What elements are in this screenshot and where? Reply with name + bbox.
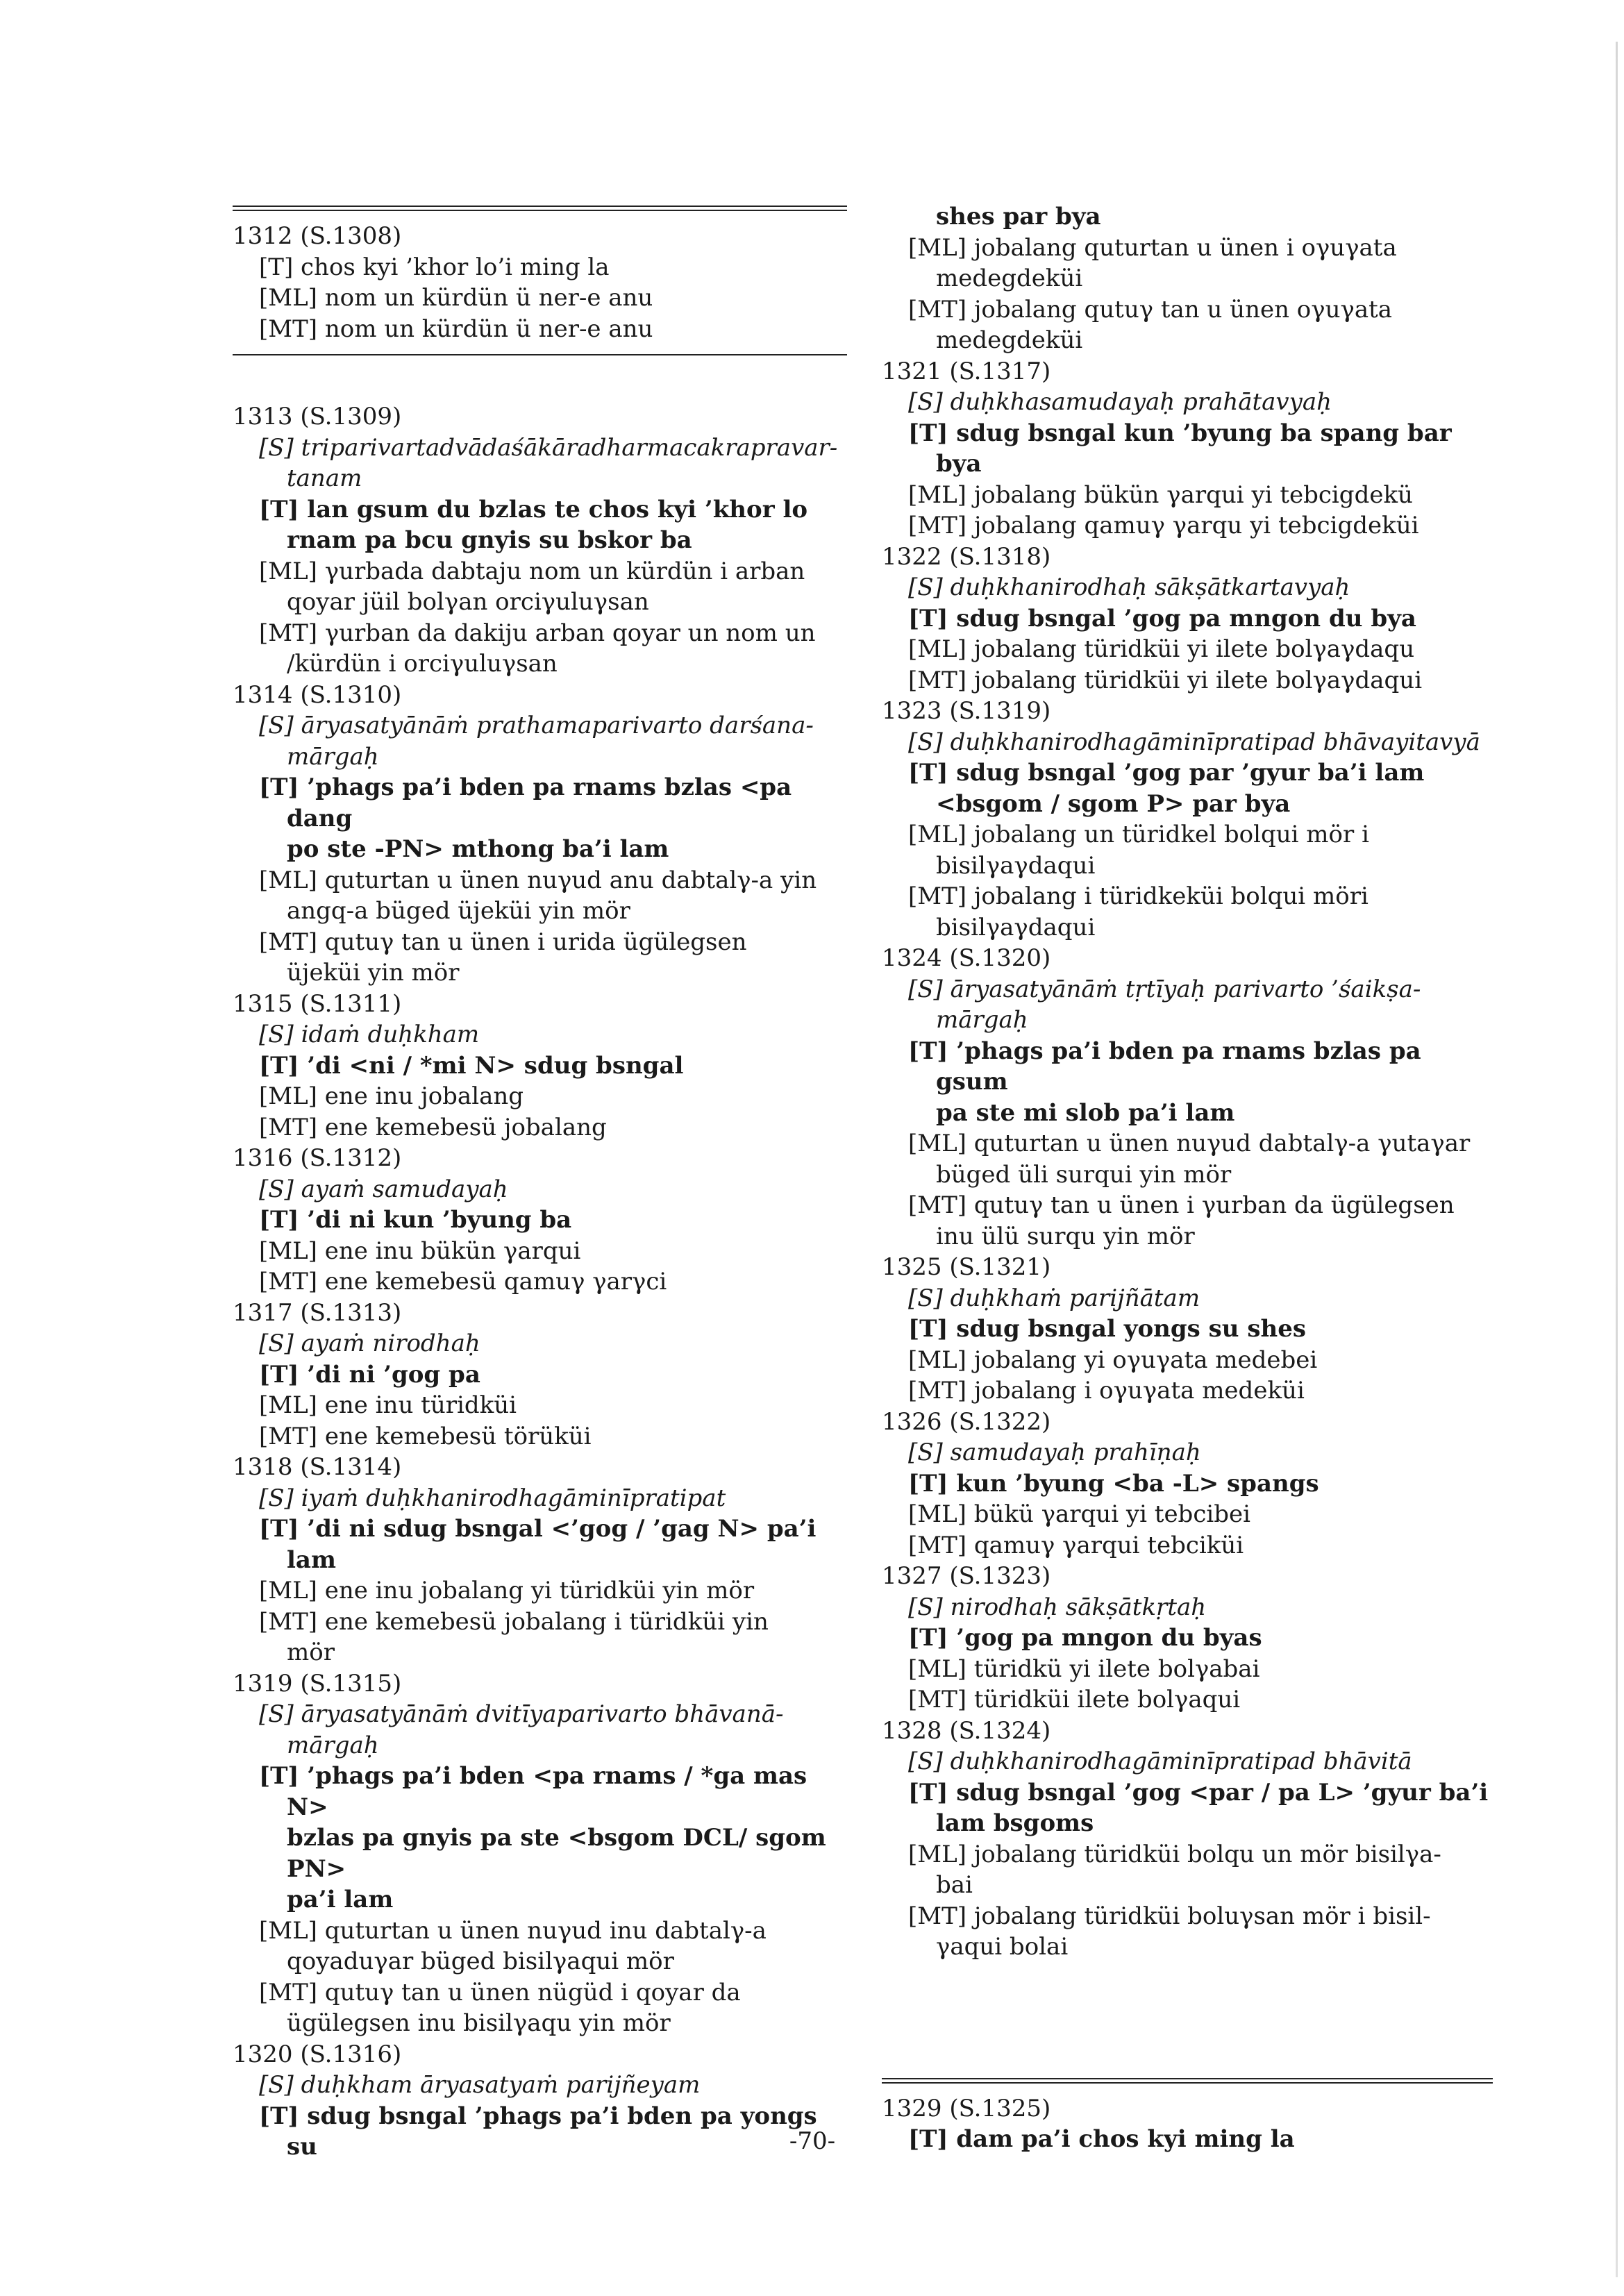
- entry-1314: [233, 680, 847, 989]
- tibetan-line: [T] ’phags pa’i bden pa rnams bzlas pa gsum: [908, 1037, 1421, 1096]
- entry-1315: [233, 989, 847, 1143]
- sanskrit-line: [S] duḥkhasamudayaḥ prahātavyaḥ: [908, 388, 1332, 416]
- ml-line: [ML] jobalang un türidkel bolqui mör i: [908, 821, 1369, 848]
- entry-heading: 1315 (S.1311): [233, 989, 402, 1018]
- entry-heading: 1326 (S.1322): [882, 1407, 1051, 1436]
- tibetan-line: [T] sdug bsngal ’gog <par / pa L> ’gyur ba’i: [908, 1778, 1489, 1807]
- page-number: -70-: [789, 2127, 836, 2155]
- ml-line: [ML] ene inu bükün γarqui: [259, 1237, 581, 1265]
- sanskrit-line: [S] duḥkhanirodhagāminīpratipad bhāvitā: [908, 1748, 1412, 1775]
- tibetan-line-cont: pa ste mi slob pa’i lam: [936, 1098, 1235, 1127]
- tibetan-line: [T] ’di ni kun ’byung ba: [259, 1206, 572, 1234]
- tibetan-line: [T] ’phags pa’i bden <pa rnams / *ga mas N>: [259, 1762, 807, 1821]
- mt-line: [MT] türidküi ilete bolγaqui: [908, 1686, 1241, 1713]
- mt-line: [MT] qamuγ γarqui tebciküi: [908, 1531, 1244, 1559]
- entry-heading: 1322 (S.1318): [882, 542, 1051, 571]
- sanskrit-line: [S] duḥkhanirodhaḥ sākṣātkartavyaḥ: [908, 573, 1350, 601]
- tibetan-line: [T] dam pa’i chos kyi ming la: [908, 2125, 1295, 2153]
- ml-line: [ML] ene inu jobalang yi türidküi yin mör: [259, 1577, 755, 1604]
- mt-line: [MT] jobalang türidküi boluγsan mör i bisil-: [908, 1902, 1431, 1930]
- mt-line: [MT] qutuγ tan u ünen i γurban da ügülegsen: [908, 1191, 1455, 1219]
- entry-1327: [882, 1561, 1493, 1716]
- entry-1313: [233, 401, 847, 680]
- tibetan-line: [T] kun ’byung <ba -L> spangs: [908, 1469, 1319, 1498]
- ml-line: [ML] quturtan u ünen nuγud dabtalγ-a γutaγar: [908, 1130, 1471, 1157]
- sanskrit-line: [S] idaṁ duḥkham: [259, 1021, 480, 1048]
- mt-line-cont: üjeküi yin mör: [287, 959, 460, 987]
- mt-line-cont: γaqui bolai: [936, 1933, 1069, 1961]
- sanskrit-line: [S] nirodhaḥ sākṣātkṛtaḥ: [908, 1593, 1207, 1621]
- entry-heading: 1319 (S.1315): [233, 1669, 402, 1698]
- entry-1320: [233, 2039, 847, 2163]
- ml-line: [ML] quturtan u ünen nuγud inu dabtalγ-a: [259, 1916, 767, 1945]
- mt-line-cont: inu ülü surqu yin mör: [936, 1222, 1195, 1250]
- sanskrit-line-cont: tanam: [287, 464, 362, 492]
- tibetan-line-cont: rnam pa bcu gnyis su bskor ba: [287, 526, 692, 554]
- tibetan-line: [T] ’phags pa’i bden pa rnams bzlas <pa dang: [259, 773, 792, 832]
- ml-line-cont: qoyaduγar büged bisilγaqui mör: [287, 1947, 674, 1975]
- sanskrit-line: [S] duḥkhanirodhagāminīpratipad bhāvayitavyā: [908, 728, 1480, 756]
- sanskrit-line: [S] āryasatyānāṁ dvitīyaparivarto bhāvanā-: [259, 1700, 784, 1728]
- entry-heading: 1323 (S.1319): [882, 697, 1051, 725]
- tibetan-line: [T] sdug bsngal ’gog pa mngon du bya: [908, 604, 1416, 632]
- ml-line-cont: qoyar jüil bolγan orciγuluγsan: [287, 588, 649, 616]
- entry-1319: [233, 1668, 847, 2039]
- sanskrit-line: [S] āryasatyānāṁ prathamaparivarto darśana-: [259, 712, 814, 739]
- tibetan-line-cont: po ste -PN> mthong ba’i lam: [287, 835, 669, 863]
- double-rule: [233, 206, 847, 211]
- tibetan-line: [T] lan gsum du bzlas te chos kyi ’khor lo: [259, 495, 808, 523]
- tibetan-line-cont: bzlas pa gnyis pa ste <bsgom DCL/ sgom PN>: [287, 1824, 826, 1883]
- sanskrit-line: [S] ayaṁ nirodhaḥ: [259, 1330, 480, 1357]
- sanskrit-line: [S] duḥkhaṁ parijñātam: [908, 1284, 1200, 1312]
- entry-heading: 1320 (S.1316): [233, 2040, 402, 2068]
- entry-heading: 1313 (S.1309): [233, 403, 402, 430]
- entry-1312: [233, 221, 847, 344]
- tibetan-line: [T] sdug bsngal ’phags pa’i bden pa yongs su: [259, 2102, 817, 2161]
- entry-heading: 1324 (S.1320): [882, 944, 1051, 972]
- ml-line-cont: bisilγaγdaqui: [936, 851, 1096, 880]
- entry-heading: 1327 (S.1323): [882, 1562, 1051, 1590]
- entry-heading: 1312 (S.1308): [233, 222, 402, 250]
- mt-line-cont: ügülegsen inu bisilγaqu yin mör: [287, 2009, 671, 2037]
- mt-line: [MT] jobalang i oγuγata medeküi: [908, 1377, 1305, 1405]
- entry-heading: 1314 (S.1310): [233, 680, 402, 709]
- mt-line: [MT] qutuγ tan u ünen nügüd i qoyar da: [259, 1978, 741, 2006]
- double-rule: [882, 2078, 1493, 2084]
- ml-line: [ML] ene inu jobalang: [259, 1082, 524, 1110]
- ml-line: [ML] bükü γarqui yi tebcibei: [908, 1500, 1250, 1528]
- tibetan-line-cont: lam bsgoms: [936, 1809, 1094, 1837]
- mt-line: [MT] γurban da dakiju arban qoyar un nom un: [259, 619, 816, 647]
- entry-1326: [882, 1407, 1493, 1561]
- scan-edge-mark: [1616, 42, 1618, 2277]
- sanskrit-line: [S] triparivartadvādaśākāradharmacakrapravar-: [259, 433, 838, 462]
- ml-line-cont: angq-a büged üjeküi yin mör: [287, 897, 630, 925]
- mt-line-cont: mör: [287, 1639, 335, 1666]
- entry-1323: [882, 696, 1493, 943]
- ml-line: [ML] türidkü yi ilete bolγabai: [908, 1654, 1260, 1683]
- left-column: [233, 201, 847, 2163]
- tibetan-line: [T] ’di <ni / *mi N> sdug bsngal: [259, 1051, 684, 1080]
- sanskrit-line: [S] ayaṁ samudayaḥ: [259, 1175, 508, 1203]
- tibetan-line: [T] ’di ni ’gog pa: [259, 1360, 480, 1389]
- tibetan-line: [T] sdug bsngal kun ’byung ba spang bar bya: [908, 419, 1452, 478]
- entry-heading: 1317 (S.1313): [233, 1298, 402, 1327]
- ml-line: [ML] ene inu türidküi: [259, 1391, 517, 1419]
- mt-line: [MT] nom un kürdün ü ner-e anu: [259, 315, 653, 343]
- sanskrit-line: [S] duḥkham āryasatyaṁ parijñeyam: [259, 2071, 701, 2099]
- entry-heading: 1318 (S.1314): [233, 1453, 402, 1481]
- mt-line: [MT] ene kemebesü jobalang: [259, 1113, 607, 1141]
- entry-heading: 1325 (S.1321): [882, 1253, 1051, 1281]
- mt-line-cont: bisilγaγdaqui: [936, 913, 1096, 941]
- sanskrit-line: [S] iyaṁ duḥkhanirodhagāminīpratipat: [259, 1484, 726, 1512]
- ml-line: [ML] jobalang türidküi yi ilete bolγaγdaqu: [908, 635, 1415, 663]
- ml-line-cont: medegdeküi: [936, 265, 1083, 292]
- entry-1325: [882, 1252, 1493, 1407]
- tibetan-line: [T] ’di ni sdug bsngal <’gog / ’gag N> pa’i: [259, 1515, 817, 1543]
- entry-1329: [882, 2093, 1493, 2155]
- mt-line: [MT] jobalang i türidkeküi bolqui möri: [908, 882, 1368, 910]
- mt-line: [MT] ene kemebesü törüküi: [259, 1422, 592, 1450]
- tibetan-line: [T] chos kyi ’khor lo’i ming la: [259, 253, 610, 281]
- ml-line: [ML] quturtan u ünen nuγud anu dabtalγ-a yin: [259, 866, 817, 894]
- sanskrit-line: [S] āryasatyānāṁ tṛtīyaḥ parivarto ’śaikṣa-: [908, 975, 1421, 1003]
- mt-line: [MT] jobalang qamuγ γarqu yi tebcigdeküi: [908, 512, 1419, 539]
- tibetan-line-cont: lam: [287, 1545, 336, 1574]
- sanskrit-line-cont: mārgaḥ: [936, 1006, 1028, 1034]
- mt-line-cont: /kürdün i orciγuluγsan: [287, 650, 558, 678]
- ml-line: [ML] nom un kürdün ü ner-e anu: [259, 284, 653, 312]
- entry-heading: 1329 (S.1325): [882, 2094, 1051, 2122]
- entry-1320-continued: [882, 201, 1493, 356]
- entry-1324: [882, 943, 1493, 1252]
- tibetan-line: [T] ’gog pa mngon du byas: [908, 1624, 1262, 1652]
- entry-1321: [882, 356, 1493, 542]
- tibetan-line: [T] sdug bsngal ’gog par ’gyur ba’i lam: [908, 759, 1425, 787]
- mt-line: [MT] jobalang türidküi yi ilete bolγaγdaqui: [908, 666, 1423, 694]
- entry-1316: [233, 1143, 847, 1298]
- ml-line: [ML] jobalang yi oγuγata medebei: [908, 1346, 1318, 1374]
- sanskrit-line: [S] samudayaḥ prahīṇaḥ: [908, 1439, 1201, 1466]
- ml-line: [ML] jobalang quturtan u ünen i oγuγata: [908, 233, 1397, 262]
- tibetan-line-cont: <bsgom / sgom P> par bya: [936, 789, 1291, 818]
- sanskrit-line-cont: mārgaḥ: [287, 1731, 379, 1759]
- entry-1317: [233, 1298, 847, 1452]
- sanskrit-line-cont: mārgaḥ: [287, 742, 379, 771]
- mt-line: [MT] ene kemebesü qamuγ γarγci: [259, 1268, 667, 1296]
- entry-1322: [882, 542, 1493, 696]
- ml-line-cont: büged üli surqui yin mör: [936, 1160, 1232, 1189]
- entry-heading: 1328 (S.1324): [882, 1716, 1051, 1745]
- tibetan-line-cont: shes par bya: [936, 203, 1101, 231]
- ml-line: [ML] jobalang bükün γarqui yi tebcigdekü: [908, 480, 1413, 509]
- entry-1318: [233, 1452, 847, 1668]
- tibetan-line-cont: pa’i lam: [287, 1886, 394, 1913]
- entry-1328: [882, 1716, 1493, 1963]
- ml-line: [ML] jobalang türidküi bolqu un mör bisilγa-: [908, 1840, 1441, 1868]
- entry-heading: 1316 (S.1312): [233, 1144, 402, 1172]
- entry-heading: 1321 (S.1317): [882, 357, 1051, 385]
- ml-line: [ML] γurbada dabtaju nom un kürdün i arban: [259, 557, 805, 585]
- mt-line-cont: medegdeküi: [936, 326, 1083, 354]
- ml-line-cont: bai: [936, 1871, 973, 1899]
- mt-line: [MT] qutuγ tan u ünen i urida ügülegsen: [259, 928, 747, 956]
- mt-line: [MT] ene kemebesü jobalang i türidküi yin: [259, 1607, 769, 1636]
- mt-line: [MT] jobalang qutuγ tan u ünen oγuγata: [908, 295, 1393, 324]
- right-column: [882, 201, 1493, 2155]
- tibetan-line: [T] sdug bsngal yongs su shes: [908, 1315, 1306, 1343]
